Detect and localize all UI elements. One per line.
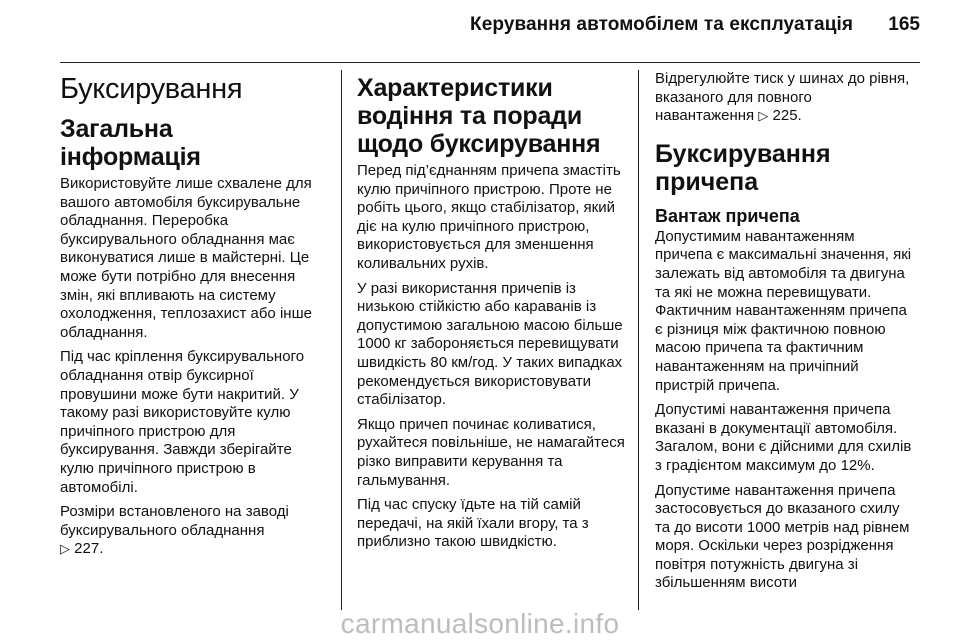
paragraph: Під час кріплення буксирувального обладнання отвір буксирної провушини може бути накритий. У такому разі використовуйте кулю причіпного пристрою для буксирування. Завжди зберігайте кулю причіпного пристрою в автомобілі. bbox=[60, 348, 305, 496]
paragraph: Допустимі навантаження причепа вказані в документації автомобіля. Загалом, вони є дійсними для схилів з градієнтом максимум до 12%. bbox=[655, 401, 912, 474]
paragraph: Якщо причеп починає коливатися, рухайтеся повільніше, не намагайтеся різко виправити керування та гальмування. bbox=[357, 415, 625, 489]
ref-arrow-icon: ▷ bbox=[758, 108, 769, 124]
paragraph: Під час спуску їдьте на тій самій передачі, на якій їхали вгору, та з приблизно такою швидкістю. bbox=[357, 496, 589, 551]
paragraph-with-reference bbox=[655, 70, 915, 126]
paragraph-text: Розміри встановленого на заводі буксирувального обладнання bbox=[60, 503, 289, 539]
paragraph: У разі використання причепів із низькою стійкістю або караванів із допустимою загальною масою більше 1000 кг забороняється перевищувати швидкість 80 км/год. У таких випадках рекомендується використовувати стабілізатор. bbox=[357, 279, 623, 409]
column-middle bbox=[357, 70, 632, 558]
section-title: Буксирування причепа bbox=[655, 139, 831, 196]
paragraph: Використовуйте лише схвалене для вашого автомобіля буксирувальне обладнання. Переробка буксирувального обладнання має виконуватися лише в майстерні. Це може бути потрібно для внесення змін, які впливають на систему охолодження, теплозахист або інше обладнання. bbox=[60, 175, 312, 341]
paragraph: Допустиме навантаження причепа застосовується до вказаного схилу та до висоти 1000 метрів над рівнем моря. Оскільки через розрідження повітря потужність двигуна зі збільшенням висоти bbox=[655, 481, 910, 592]
column-divider bbox=[638, 70, 639, 610]
header-rule bbox=[60, 62, 920, 63]
subsection-title: Загальна інформація bbox=[60, 115, 201, 171]
page-number: 165 bbox=[888, 14, 920, 35]
ref-arrow-icon: ▷ bbox=[60, 541, 70, 557]
column-divider bbox=[341, 70, 342, 610]
watermark: carmanualsonline.info bbox=[340, 608, 620, 639]
section-title: Буксирування bbox=[60, 73, 243, 105]
page-reference[interactable]: 225. bbox=[772, 107, 802, 125]
column-left bbox=[60, 70, 320, 565]
paragraph: Перед під’єднанням причепа змастіть кулю причіпного пристрою. Проте не робіть цього, якщо стабілізатор, який діє на кулю причіпного пристрою, використовується для зменшення коливальних рухів. bbox=[357, 162, 621, 272]
section-title: Характеристики водіння та поради щодо буксирування bbox=[357, 74, 601, 158]
subsection-title: Вантаж причепа bbox=[655, 205, 800, 226]
header-title: Керування автомобілем та експлуатація bbox=[470, 14, 854, 35]
column-right bbox=[655, 70, 915, 599]
paragraph-with-reference bbox=[60, 503, 320, 559]
page-reference[interactable]: 227. bbox=[74, 540, 104, 558]
paragraph: Допустимим навантаженням причепа є максимальні значення, які залежать від автомобіля та двигуна та які не можна перевищувати. Фактичним навантаженням причепа є різниця між фактичною повною масою причепа та фактичним навантаженням на причіпний пристрій причепа. bbox=[655, 227, 912, 394]
paragraph-text: Відрегулюйте тиск у шинах до рівня, вказаного для повного навантаження bbox=[655, 70, 910, 125]
